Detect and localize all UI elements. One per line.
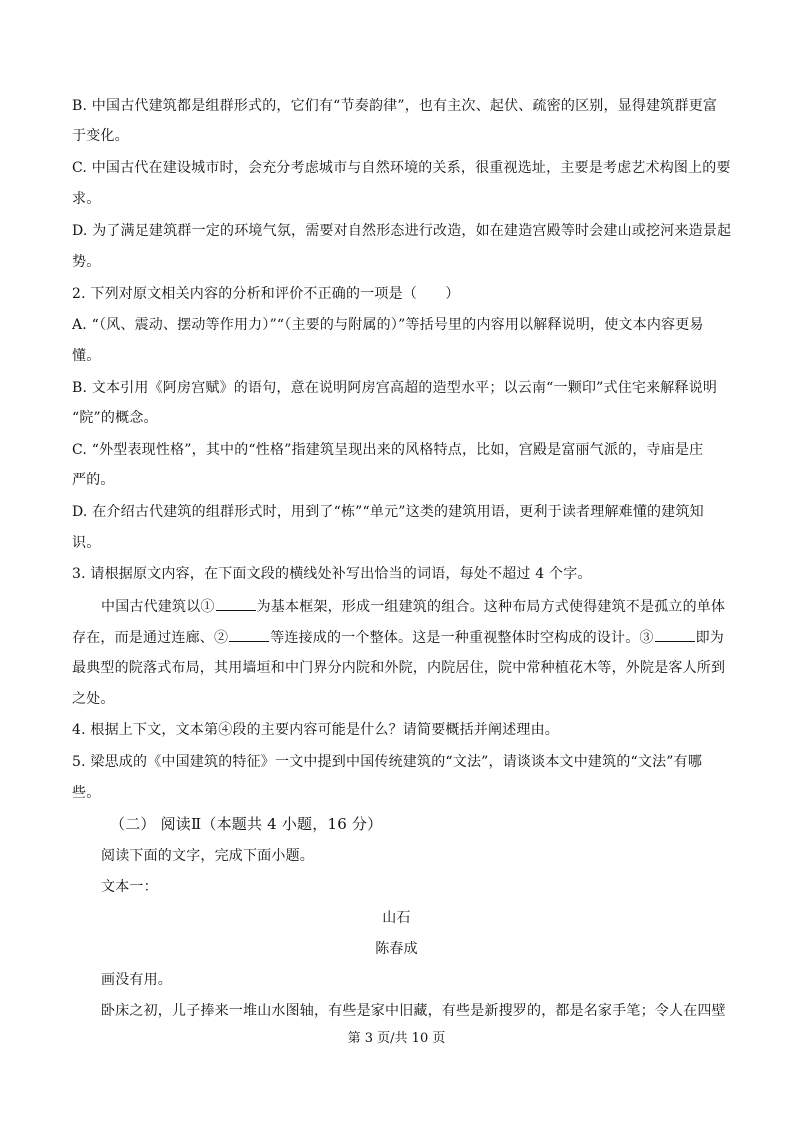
fill-text-segment: 即为 <box>695 630 725 646</box>
option-c-q1-line2: 求。 <box>72 191 101 207</box>
fill-text-segment: 等连接成的一个整体。这是一种重视整体时空构成的设计。③ <box>270 630 654 646</box>
option-b-q2-line2: “院”的概念。 <box>72 410 158 426</box>
question-5-line1: 5. 梁思成的《中国建筑的特征》一文中提到中国传统建筑的“文法”，请谈谈本文中建筑的“文法”有哪 <box>72 754 703 770</box>
option-d-q1-line1: D. 为了满足建筑群一定的环境气氛，需要对自然形态进行改造，如在建造宫殿等时会建山或挖河来造景起 <box>72 223 732 239</box>
option-b-q1-line2: 于变化。 <box>72 128 129 144</box>
fill-text-segment: 存在，而是通过连廊、② <box>72 630 229 646</box>
question-2: 2. 下列对原文相关内容的分析和评价不正确的一项是（ ） <box>72 286 460 302</box>
section-heading: （二） 阅读Ⅱ（本题共 4 小题，16 分） <box>110 815 383 833</box>
reading-instruction: 阅读下面的文字，完成下面小题。 <box>101 848 314 864</box>
option-b-q1-line1: B. 中国古代建筑都是组群形式的，它们有“节奏韵律”，也有主次、起伏、疏密的区别，显得建筑群更富 <box>72 98 718 114</box>
page-footer: 第 3 页/共 10 页 <box>347 1031 446 1046</box>
option-c-q1-line1: C. 中国古代在建设城市时，会充分考虑城市与自然环境的关系，很重视选址，主要是考虑艺术构图上的要 <box>72 160 731 176</box>
fill-paragraph-line3: 最典型的院落式布局，其用墙垣和中门界分内院和外院，内院居住，院中常种植花木等，外院是客人所到 <box>72 660 726 676</box>
fill-paragraph-line2 <box>72 627 724 648</box>
article-paragraph-2: 卧床之初，儿子捧来一堆山水图轴，有些是家中旧藏，有些是新搜罗的，都是名家手笔；令人在四壁 <box>101 1003 726 1019</box>
option-a-q2-line1: A. “（风、震动、摆动等作用力）”“（主要的与附属的）”等括号里的内容用以解释说明，使文本内容更易 <box>72 317 704 333</box>
text-one-label: 文本一： <box>101 879 158 895</box>
question-5-line2: 些。 <box>72 785 101 801</box>
fill-paragraph-line1 <box>101 596 725 617</box>
article-title: 山石 <box>382 910 411 926</box>
article-author: 陈春成 <box>375 941 418 957</box>
option-b-q2-line1: B. 文本引用《阿房宫赋》的语句，意在说明阿房宫高超的造型水平；以云南“一颗印”式住宅来解释说明 <box>72 380 718 396</box>
option-d-q2-line1: D. 在介绍古代建筑的组群形式时，用到了“栋”“单元”这类的建筑用语，更利于读者理解难懂的建筑知 <box>72 504 704 520</box>
article-paragraph-1: 画没有用。 <box>101 972 172 988</box>
option-c-q2-line1: C. “外型表现性格”，其中的“性格”指建筑呈现出来的风格特点，比如，宫殿是富丽气派的，寺庙是庄 <box>72 442 704 458</box>
fill-paragraph-line4: 之处。 <box>72 691 115 707</box>
option-c-q2-line2: 严的。 <box>72 472 115 488</box>
option-d-q2-line2: 识。 <box>72 535 101 551</box>
blank-2 <box>229 627 269 642</box>
blank-1 <box>216 596 256 611</box>
fill-text-segment: 为基本框架，形成一组建筑的组合。这种布局方式使得建筑不是孤立的单体 <box>256 599 726 615</box>
option-d-q1-line2: 势。 <box>72 254 101 270</box>
option-a-q2-line2: 懂。 <box>72 348 101 364</box>
blank-3 <box>655 627 695 642</box>
question-4: 4. 根据上下文，文本第④段的主要内容可能是什么？请简要概括并阐述理由。 <box>72 722 560 738</box>
question-3: 3. 请根据原文内容，在下面文段的横线处补写出恰当的词语，每处不超过 4 个字。 <box>72 566 592 582</box>
fill-text-segment: 中国古代建筑以① <box>101 599 215 615</box>
